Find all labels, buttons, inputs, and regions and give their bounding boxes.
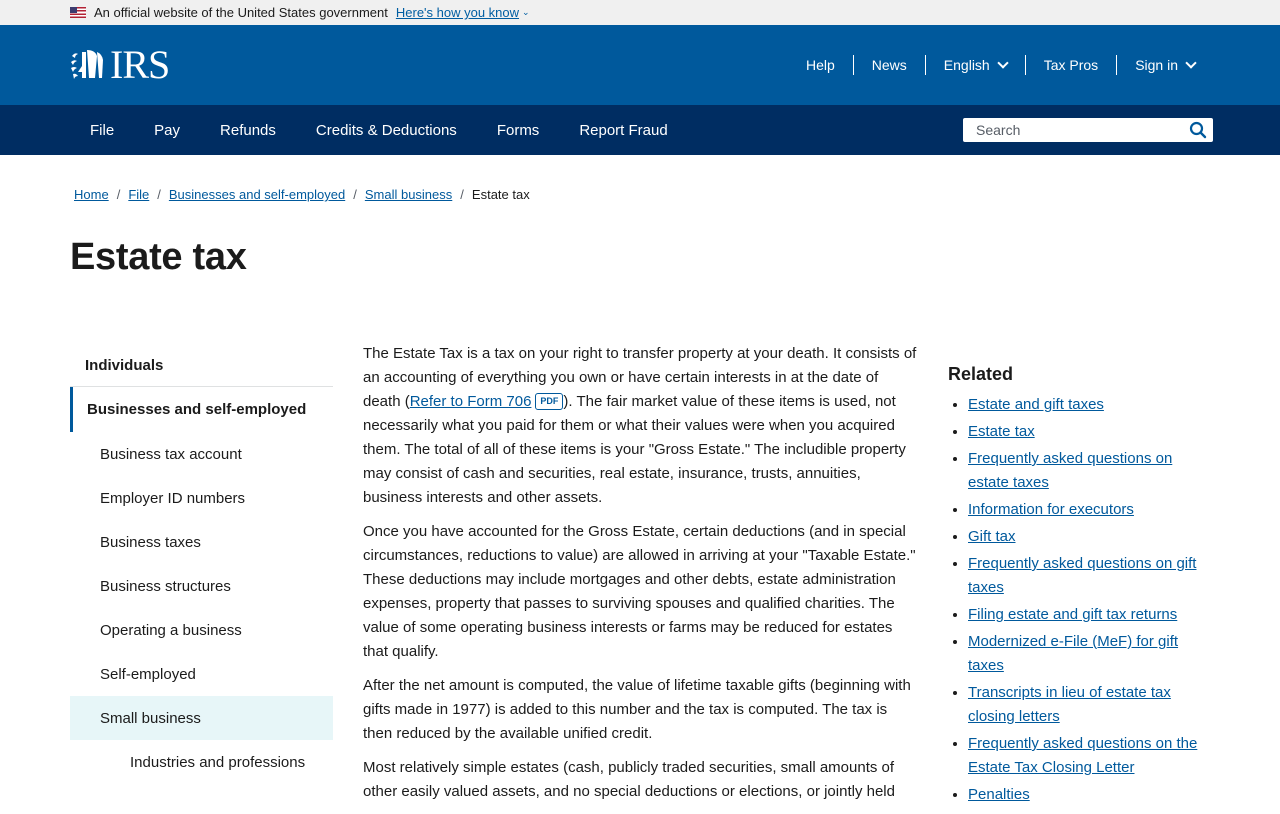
breadcrumb-separator: /: [460, 187, 464, 202]
paragraph-3: After the net amount is computed, the value of lifetime taxable gifts (beginning with gifts made in 1977) is added to this number and the tax is computed. The tax is then reduced by the available unified credit.: [363, 677, 911, 742]
sign-in-dropdown[interactable]: [1116, 55, 1213, 75]
paragraph-text: The Estate Tax is a tax on your right to transfer property at your death. It consists of an accounting of everything you own or have certain interests in at the date of death (: [363, 345, 917, 410]
utility-help-label: Help: [805, 57, 835, 73]
list-item: [968, 393, 1213, 417]
nav-refunds[interactable]: Refunds: [220, 121, 276, 139]
paragraph-1: [363, 342, 920, 510]
list-item: [968, 447, 1213, 495]
utility-news-label: News: [871, 57, 907, 73]
related-link[interactable]: Estate tax: [968, 423, 1035, 440]
sidenav-businesses-self-employed[interactable]: Businesses and self-employed: [70, 387, 333, 432]
heres-how-you-know-link[interactable]: Here's how you know: [395, 5, 520, 20]
form-706-link[interactable]: Refer to Form 706: [409, 393, 532, 410]
nav-credits-deductions[interactable]: Credits & Deductions: [315, 121, 457, 139]
chevron-down-icon: [1185, 57, 1196, 68]
list-item: [968, 525, 1213, 549]
list-item: [968, 732, 1213, 780]
related-sidebar: [948, 364, 1213, 810]
list-item: [968, 681, 1213, 729]
breadcrumb-current: Estate tax: [471, 187, 530, 202]
related-link[interactable]: Frequently asked questions on estate taxes: [968, 450, 1173, 491]
related-heading: Related: [948, 364, 1014, 384]
sidenav-business-tax-account[interactable]: Business tax account: [100, 445, 242, 463]
list-item: [968, 498, 1213, 522]
sidenav-individuals[interactable]: Individuals: [70, 344, 333, 387]
sign-in-label: Sign in: [1135, 57, 1178, 73]
related-link[interactable]: Frequently asked questions on gift taxes: [968, 555, 1197, 596]
search-icon[interactable]: [1189, 121, 1207, 139]
paragraph-text: ). The fair market value of these items is used, not necessarily what you paid for them or what their values were when you acquired them. The total of all of these items is your "Gross Estate." The includible property may consist of cash and securities, real estate, insurance, trusts, annuities, business interests and other assets.: [363, 393, 906, 506]
eagle-seal-icon: [70, 48, 108, 82]
utility-tax-pros-label: Tax Pros: [1043, 57, 1099, 73]
sidenav-self-employed[interactable]: Self-employed: [100, 665, 196, 683]
breadcrumb-home[interactable]: Home: [74, 187, 109, 202]
chevron-down-icon: [997, 57, 1008, 68]
irs-logo[interactable]: [70, 42, 170, 87]
list-item: [968, 783, 1213, 807]
breadcrumb-file[interactable]: File: [128, 187, 150, 202]
related-link[interactable]: Frequently asked questions on the Estate Tax Closing Letter: [968, 735, 1198, 776]
utility-nav: [788, 55, 1213, 75]
sidenav-business-structures[interactable]: Business structures: [100, 577, 231, 595]
nav-pay[interactable]: Pay: [154, 121, 181, 139]
nav-file[interactable]: File: [90, 121, 115, 139]
sidenav-employer-id-numbers[interactable]: Employer ID numbers: [100, 489, 246, 507]
us-flag-icon: [70, 7, 86, 18]
language-dropdown[interactable]: [925, 55, 1025, 75]
utility-news[interactable]: [853, 55, 925, 75]
site-header: [0, 25, 1280, 105]
search-input[interactable]: [976, 122, 1176, 138]
nav-forms[interactable]: Forms: [496, 121, 540, 139]
chevron-down-icon[interactable]: ⌄: [522, 7, 530, 17]
breadcrumb-separator: /: [353, 187, 357, 202]
sidenav-business-taxes[interactable]: Business taxes: [100, 533, 201, 551]
utility-tax-pros[interactable]: [1025, 55, 1116, 75]
related-link[interactable]: Information for executors: [968, 501, 1134, 518]
breadcrumb-separator: /: [116, 187, 121, 202]
list-item: [968, 630, 1213, 678]
logo-wordmark: IRS: [110, 42, 170, 87]
related-links: [948, 393, 1213, 807]
related-link[interactable]: Modernized e-File (MeF) for gift taxes: [968, 633, 1179, 674]
breadcrumb: [74, 187, 530, 202]
gov-banner: [0, 0, 1280, 25]
utility-help[interactable]: [788, 55, 853, 75]
sidenav-operating-a-business[interactable]: Operating a business: [100, 621, 242, 639]
related-link[interactable]: Penalties: [968, 786, 1030, 803]
list-item: [968, 552, 1213, 600]
breadcrumb-small-business[interactable]: Small business: [364, 187, 453, 202]
pdf-badge-icon: PDF: [535, 393, 563, 410]
related-link[interactable]: Transcripts in lieu of estate tax closing letters: [968, 684, 1171, 725]
language-label: English: [943, 57, 990, 73]
paragraph-4: Most relatively simple estates (cash, publicly traded securities, small amounts of other easily valued assets, and no special deductions or elections, or jointly held: [363, 759, 895, 800]
breadcrumb-businesses[interactable]: Businesses and self-employed: [168, 187, 346, 202]
list-item: [968, 420, 1213, 444]
list-item: [968, 603, 1213, 627]
main-content: [363, 342, 920, 814]
main-nav: [0, 105, 1280, 155]
sidenav-industries-professions[interactable]: Industries and professions: [130, 753, 306, 771]
related-link[interactable]: Estate and gift taxes: [968, 396, 1104, 413]
breadcrumb-separator: /: [157, 187, 161, 202]
related-link[interactable]: Gift tax: [968, 528, 1016, 545]
sidenav-small-business[interactable]: Small business: [70, 696, 333, 740]
search-box: [963, 118, 1213, 142]
page-title: Estate tax: [70, 236, 247, 278]
paragraph-2: Once you have accounted for the Gross Estate, certain deductions (and in special circumstances, reductions to value) are allowed in arriving at your "Taxable Estate." These deductions may include mortgages and other debts, estate administration expenses, property that passes to surviving spouses and qualified charities. The value of some operating business interests or farms may be reduced for estates that qualify.: [363, 523, 916, 660]
side-nav: [70, 344, 333, 784]
gov-banner-text: An official website of the United States government: [94, 5, 388, 20]
related-link[interactable]: Filing estate and gift tax returns: [968, 606, 1178, 623]
nav-report-fraud[interactable]: Report Fraud: [579, 121, 668, 139]
